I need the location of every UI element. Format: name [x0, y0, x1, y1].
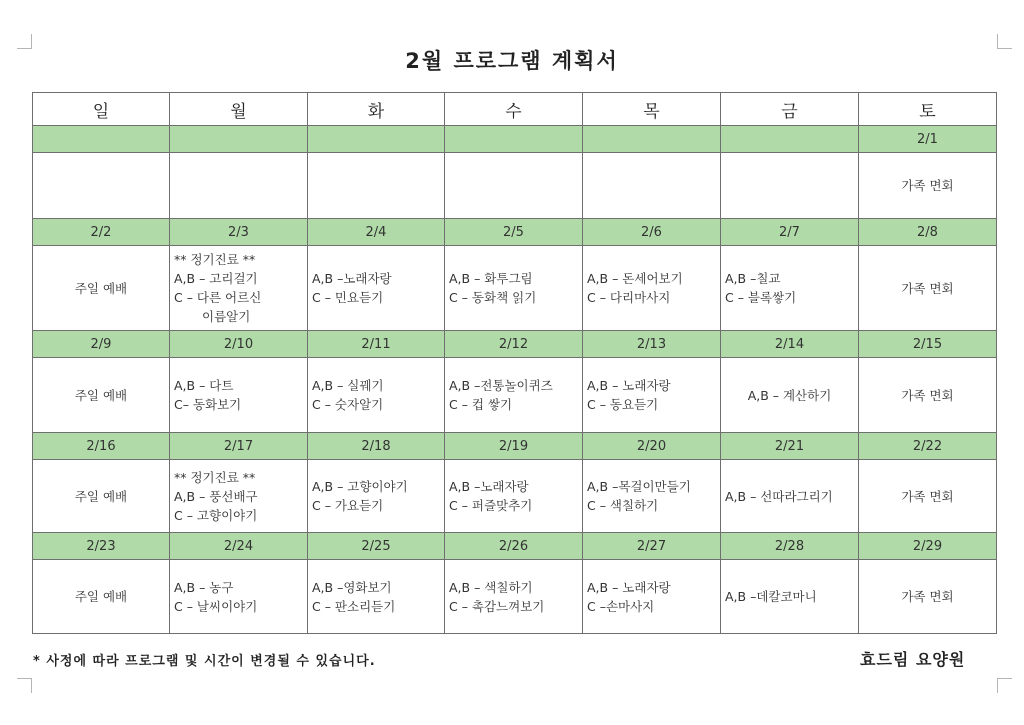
activity-line: 가족 면회 — [901, 589, 954, 604]
date-cell: 2/8 — [859, 219, 997, 246]
activity-line: A,B – 고향이야기 — [312, 479, 408, 494]
date-cell: 2/13 — [583, 331, 721, 358]
date-cell: 2/19 — [445, 433, 583, 460]
date-cell: 2/5 — [445, 219, 583, 246]
date-cell: 2/24 — [170, 533, 308, 560]
date-cell — [170, 126, 308, 153]
activity-row — [33, 246, 997, 331]
activity-line: A,B – 풍선배구 — [174, 488, 258, 504]
activity-cell — [859, 460, 997, 533]
activity-cell — [859, 560, 997, 634]
activity-line: ** 정기진료 ** — [174, 252, 256, 267]
activity-line: C – 판소리듣기 — [312, 598, 396, 614]
date-cell: 2/15 — [859, 331, 997, 358]
weekday-header-cell: 일 — [33, 93, 170, 126]
activity-line: A,B – 선따라그리기 — [725, 488, 833, 504]
activity-line: 주일 예배 — [74, 280, 128, 296]
activity-row — [33, 560, 997, 634]
activity-line: A,B – 계산하기 — [747, 387, 832, 403]
activity-line: 가족 면회 — [901, 488, 954, 504]
schedule-table — [32, 92, 997, 634]
activity-cell — [308, 153, 445, 219]
activity-line: A,B –목걸이만들기 — [587, 479, 691, 494]
date-cell: 2/29 — [859, 533, 997, 560]
activity-line: C – 동화책 읽기 — [449, 290, 537, 305]
activity-cell — [170, 246, 308, 331]
activity-line: 가족 면회 — [901, 178, 954, 193]
weekday-header-cell: 월 — [170, 93, 308, 126]
activity-cell — [33, 560, 170, 634]
activity-line: A,B – 화투그림 — [449, 271, 533, 286]
activity-row — [33, 460, 997, 533]
activity-line: 가족 면회 — [901, 280, 954, 296]
crop-mark-bottom-right — [997, 678, 1012, 693]
activity-line: A,B – 노래자랑 — [587, 579, 671, 595]
weekday-header — [33, 93, 997, 126]
activity-row — [33, 358, 997, 433]
crop-mark-bottom-left — [17, 678, 32, 693]
activity-line: C – 민요듣기 — [312, 290, 384, 305]
activity-line: A,B – 색칠하기 — [449, 579, 533, 595]
activity-line: C – 퍼즐맞추기 — [449, 498, 533, 513]
activity-line: C – 숫자알기 — [312, 397, 384, 412]
date-cell: 2/22 — [859, 433, 997, 460]
schedule-body — [33, 126, 997, 634]
date-row — [33, 433, 997, 460]
weekday-header-cell: 금 — [721, 93, 859, 126]
activity-line: A,B – 농구 — [174, 579, 234, 595]
date-cell: 2/20 — [583, 433, 721, 460]
date-cell: 2/4 — [308, 219, 445, 246]
activity-cell — [308, 358, 445, 433]
activity-cell — [445, 246, 583, 331]
activity-line: C– 동화보기 — [174, 397, 242, 412]
activity-cell — [721, 460, 859, 533]
activity-line: C – 색칠하기 — [587, 498, 659, 513]
schedule-change-notice: * 사정에 따라 프로그램 및 시간이 변경될 수 있습니다. — [33, 654, 376, 669]
weekday-header-cell: 목 — [583, 93, 721, 126]
activity-cell — [721, 560, 859, 634]
activity-line: C –손마사지 — [587, 598, 655, 614]
activity-line: C – 날씨이야기 — [174, 598, 258, 614]
activity-line: C – 고향이야기 — [174, 507, 258, 523]
weekday-header-cell: 토 — [859, 93, 997, 126]
activity-cell — [583, 246, 721, 331]
weekday-header-cell: 화 — [308, 93, 445, 126]
activity-line: A,B – 돈세어보기 — [587, 271, 683, 286]
date-cell — [721, 126, 859, 153]
activity-line: C – 다른 어르신 — [174, 290, 262, 305]
date-cell — [583, 126, 721, 153]
activity-line: A,B –노래자랑 — [312, 271, 392, 286]
activity-line: C – 동요듣기 — [587, 397, 659, 412]
activity-line: C – 가요듣기 — [312, 498, 384, 513]
activity-cell — [33, 460, 170, 533]
date-cell: 2/16 — [33, 433, 170, 460]
date-cell: 2/14 — [721, 331, 859, 358]
activity-cell — [583, 358, 721, 433]
activity-cell — [445, 560, 583, 634]
activity-line: A,B – 노래자랑 — [587, 378, 671, 393]
date-row — [33, 533, 997, 560]
date-row — [33, 126, 997, 153]
date-cell: 2/26 — [445, 533, 583, 560]
activity-cell — [170, 560, 308, 634]
activity-line: 주일 예배 — [74, 488, 128, 504]
page-title: 2월 프로그램 계획서 — [405, 49, 619, 73]
activity-cell — [308, 246, 445, 331]
date-cell: 2/11 — [308, 331, 445, 358]
activity-line: ** 정기진료 ** — [174, 469, 256, 485]
activity-cell — [721, 246, 859, 331]
activity-line: C – 다리마사지 — [587, 290, 671, 305]
date-cell — [33, 126, 170, 153]
date-cell: 2/27 — [583, 533, 721, 560]
activity-cell — [721, 358, 859, 433]
activity-cell — [445, 358, 583, 433]
date-cell: 2/18 — [308, 433, 445, 460]
activity-cell — [170, 460, 308, 533]
activity-line: 가족 면회 — [901, 387, 954, 403]
activity-line: 이름알기 — [202, 309, 251, 324]
date-cell: 2/17 — [170, 433, 308, 460]
activity-cell — [721, 153, 859, 219]
activity-cell — [583, 560, 721, 634]
date-cell: 2/1 — [859, 126, 997, 153]
activity-cell — [308, 460, 445, 533]
activity-line: 주일 예배 — [74, 387, 128, 403]
weekday-header-cell: 수 — [445, 93, 583, 126]
activity-cell — [445, 460, 583, 533]
activity-cell — [33, 246, 170, 331]
date-cell: 2/7 — [721, 219, 859, 246]
date-cell: 2/10 — [170, 331, 308, 358]
activity-line: A,B –전통놀이퀴즈 — [449, 378, 553, 393]
date-cell — [445, 126, 583, 153]
activity-cell — [859, 246, 997, 331]
organization-name: 효드림 요양원 — [860, 650, 966, 669]
activity-cell — [170, 153, 308, 219]
date-cell: 2/23 — [33, 533, 170, 560]
activity-line: A,B –영화보기 — [312, 579, 392, 595]
activity-line: 주일 예배 — [74, 589, 128, 604]
date-cell: 2/28 — [721, 533, 859, 560]
activity-cell — [859, 358, 997, 433]
date-cell: 2/9 — [33, 331, 170, 358]
activity-line: A,B – 다트 — [174, 378, 234, 393]
date-cell: 2/3 — [170, 219, 308, 246]
date-cell: 2/21 — [721, 433, 859, 460]
activity-line: C – 컵 쌓기 — [449, 397, 513, 412]
activity-cell — [170, 358, 308, 433]
activity-cell — [583, 460, 721, 533]
activity-cell — [583, 153, 721, 219]
activity-cell — [859, 153, 997, 219]
activity-cell — [33, 358, 170, 433]
activity-line: A,B – 실꿰기 — [312, 378, 384, 393]
activity-line: C – 촉감느껴보기 — [449, 598, 545, 614]
date-cell: 2/2 — [33, 219, 170, 246]
activity-line: A,B –칠교 — [725, 271, 781, 286]
date-cell: 2/25 — [308, 533, 445, 560]
date-row — [33, 219, 997, 246]
date-cell: 2/12 — [445, 331, 583, 358]
activity-line: A,B – 고리걸기 — [174, 271, 258, 286]
activity-cell — [33, 153, 170, 219]
date-row — [33, 331, 997, 358]
activity-line: A,B –데칼코마니 — [725, 589, 817, 604]
activity-row — [33, 153, 997, 219]
header-row — [33, 93, 997, 126]
date-cell: 2/6 — [583, 219, 721, 246]
activity-line: A,B –노래자랑 — [449, 479, 529, 494]
activity-cell — [445, 153, 583, 219]
date-cell — [308, 126, 445, 153]
activity-cell — [308, 560, 445, 634]
activity-line: C – 블록쌓기 — [725, 290, 797, 305]
